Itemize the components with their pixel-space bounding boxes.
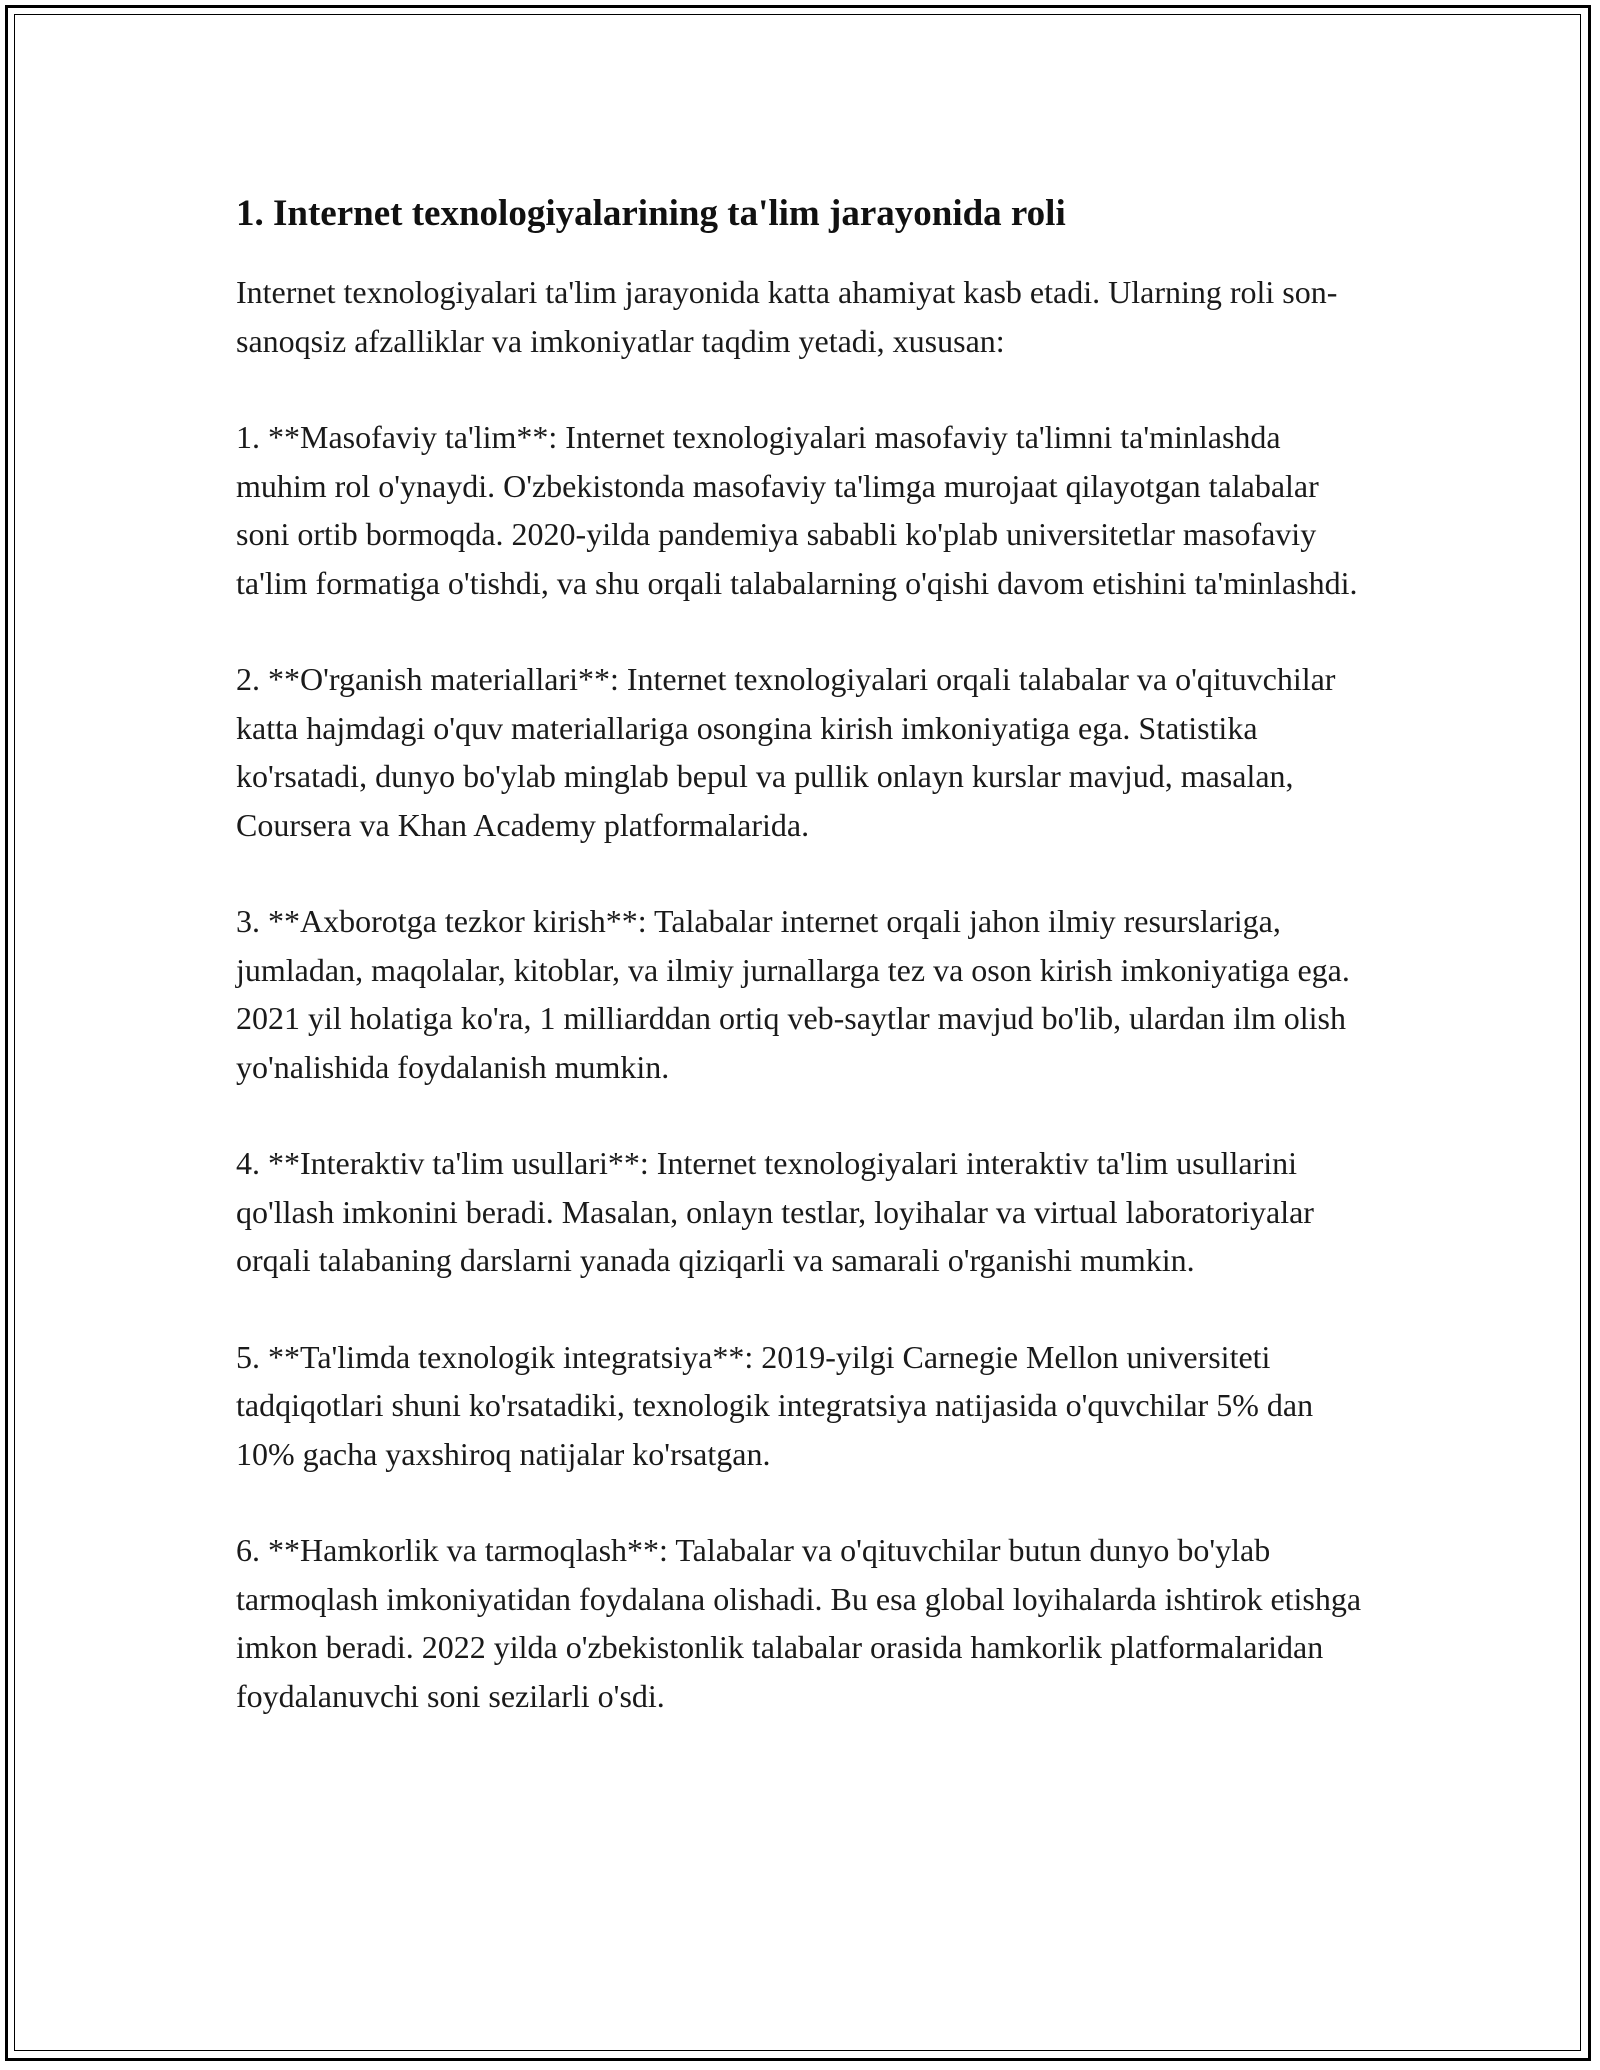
- section-heading: 1. Internet texnologiyalarining ta'lim jarayonida roli: [236, 193, 1066, 234]
- list-item-axborotga-tezkor-kirish: 3. **Axborotga tezkor kirish**: Talabalar internet orqali jahon ilmiy resurslariga, jumladan, maqolalar, kitoblar, va ilmiy jurnallarga tez va oson kirish imkoniyatiga ega. 2021 yil holatiga ko'ra, 1 milliarddan ortiq veb-saytlar mavjud bo'lib, ulardan ilm olish yo'nalishida foydalanish mumkin.: [236, 903, 1350, 1085]
- list-item-texnologik-integratsiya: 5. **Ta'limda texnologik integratsiya**: 2019-yilgi Carnegie Mellon universiteti tadqiqotlari shuni ko'rsatadiki, texnologik integratsiya natijasida o'quvchilar 5% dan 10% gacha yaxshiroq natijalar ko'rsatgan.: [236, 1338, 1314, 1472]
- list-item-interaktiv-talim: 4. **Interaktiv ta'lim usullari**: Internet texnologiyalari interaktiv ta'lim usullarini qo'llash imkonini beradi. Masalan, onlayn testlar, loyihalar va virtual laboratoriyalar orqali talabaning darslarni yanada qiziqarli va samarali o'rganishi mumkin.: [236, 1145, 1314, 1278]
- list-item-hamkorlik: 6. **Hamkorlik va tarmoqlash**: Talabalar va o'qituvchilar butun dunyo bo'ylab tarmoqlash imkoniyatidan foydalana olishadi. Bu esa global loyihalarda ishtirok etishga imkon beradi. 2022 yilda o'zbekistonlik talabalar orasida hamkorlik platformalaridan foydalanuvchi soni sezilarli o'sdi.: [236, 1532, 1362, 1714]
- document-body: [236, 188, 1376, 1768]
- intro-paragraph: Internet texnologiyalari ta'lim jarayonida katta ahamiyat kasb etadi. Ularning roli son-sanoqsiz afzalliklar va imkoniyatlar taqdim yetadi, xususan:: [236, 274, 1338, 359]
- list-item-masofaviy-talim: 1. **Masofaviy ta'lim**: Internet texnologiyalari masofaviy ta'limni ta'minlashda muhim rol o'ynaydi. O'zbekistonda masofaviy ta'limga murojaat qilayotgan talabalar soni ortib bormoqda. 2020-yilda pandemiya sababli ko'plab universitetlar masofaviy ta'lim formatiga o'tishdi, va shu orqali talabalarning o'qishi davom etishini ta'minlashdi.: [236, 419, 1358, 601]
- list-item-organish-materiallari: 2. **O'rganish materiallari**: Internet texnologiyalari orqali talabalar va o'qituvchilar katta hajmdagi o'quv materiallariga osongina kirish imkoniyatiga ega. Statistika ko'rsatadi, dunyo bo'ylab minglab bepul va pullik onlayn kurslar mavjud, masalan, Coursera va Khan Academy platformalarida.: [236, 661, 1336, 843]
